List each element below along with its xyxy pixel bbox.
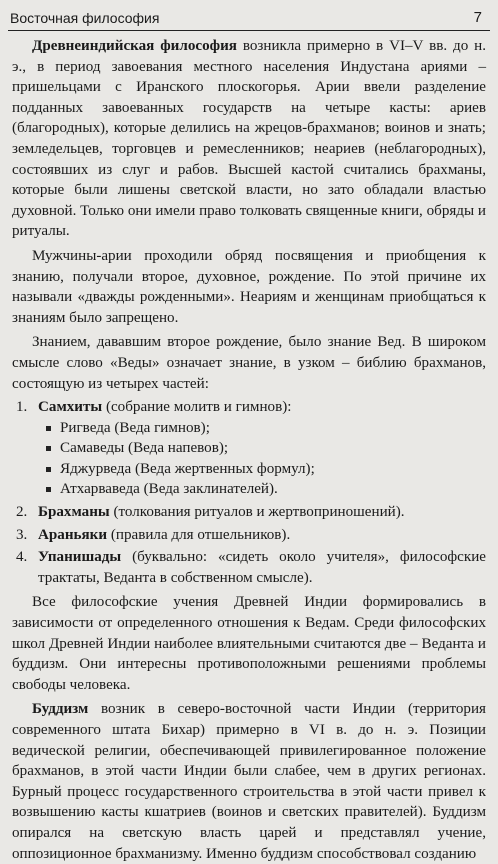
list-number: 3. [16, 526, 28, 543]
samhita-item [60, 418, 486, 439]
list-number: 1. [16, 399, 28, 416]
bullet-icon [46, 487, 51, 492]
samhita-item [60, 479, 486, 500]
bullet-icon [46, 446, 51, 451]
running-head [8, 8, 490, 31]
intro-paragraph [12, 36, 486, 242]
intro-term: Древнеиндийская философия [32, 38, 237, 54]
samhita-name: Яджурведа (Веда жертвенных формул); [60, 460, 315, 477]
bullet-icon [46, 467, 51, 472]
intro-text: возникла примерно в VI–V вв. до н. э., в период завоевания местного населения Индустана ариями – пришельцами с Иранского плоскогорья. Арии ввели разделение подданных завоеванных государств на четыре касты: ариев (благородных), которые делились на жрецов-брахманов; воинов и знать; земледельцев, торговцев и ремесленников; неариев (неблагородных), состоявших из слуг и рабов. Высшей кастой считались брахманы, которые были лишены светской власти, но зато обладали властью духовной. Только они имели право толковать священные книги, обряды и ритуалы. [12, 38, 487, 240]
list-number: 4. [16, 549, 28, 566]
part-description: (правила для отшельников). [107, 526, 291, 543]
veda-part-item [12, 397, 486, 500]
samhita-name: Атхарваведа (Веда заклинателей). [60, 481, 278, 498]
samhita-item [60, 459, 486, 480]
veda-part-item [12, 502, 486, 523]
buddhism-text: возник в северо-восточной части Индии (территория современного штата Бихар) примерно в VI в. до н. э. Позиции ведической религии, обеспечивающей привилегированное положение брахманов, в этой части Индии были слабее, чем в других регионах. Бурный процесс государственного строительства в этой части привел к возвышению касты кшатриев (воинов и светских правителей). Буддизм опирался на светскую власть царей и представлял учение, оппозиционное брахманизму. Именно буддизм способствовал созданию [12, 701, 486, 862]
schools-paragraph: Все философские учения Древней Индии формировались в зависимости от определенного отношения к Ведам. Среди философских школ Древней Индии наиболее влиятельными считаются две – Веданта и буддизм. Они интересны противоположными решениями проблемы свободы человека. [12, 594, 486, 693]
veda-part-item [12, 525, 486, 546]
bullet-icon [46, 426, 51, 431]
samhita-name: Ригведа (Веда гимнов); [60, 419, 210, 436]
samhita-name: Самаведы (Веда напевов); [60, 440, 229, 457]
samhita-item [60, 438, 486, 459]
veda-parts-list [12, 397, 486, 588]
page-number: 7 [473, 9, 482, 26]
page-body [12, 36, 486, 864]
part-name: Упанишады [38, 549, 122, 566]
initiation-paragraph: Мужчины-арии проходили обряд посвящения и приобщения к знанию, получали второе, духовное, рождение. По этой причине их называли «дважды рожденными». Неариям и женщинам приобщаться к знаниям было запрещено. [12, 247, 486, 326]
samhitas-list [38, 418, 486, 500]
list-number: 2. [16, 504, 28, 521]
part-description: (собрание молитв и гимнов): [102, 399, 292, 416]
part-description: (толкования ритуалов и жертвоприношений). [109, 504, 405, 521]
section-title: Восточная философия [10, 10, 160, 26]
part-name: Самхиты [38, 399, 103, 416]
buddhism-paragraph [12, 699, 486, 864]
veda-part-item [12, 547, 486, 588]
part-description: (буквально: «сидеть около учителя», философские трактаты, Веданта в собственном смысле). [38, 549, 486, 586]
part-name: Араньяки [38, 526, 108, 543]
buddhism-term: Буддизм [32, 701, 89, 718]
vedas-paragraph: Знанием, дававшим второе рождение, было знание Вед. В широком смысле слово «Веды» означает знание, в узком – библию брахманов, состоящую из четырех частей: [12, 334, 486, 392]
part-name: Брахманы [38, 504, 110, 521]
